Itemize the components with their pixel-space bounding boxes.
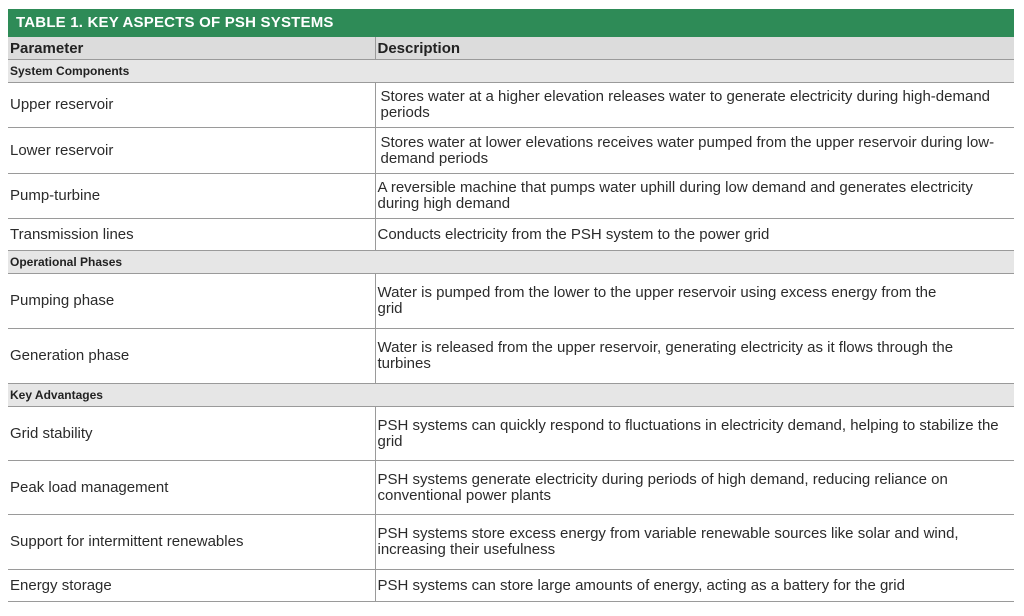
header-description: Description — [375, 37, 1014, 60]
table-row — [8, 329, 1014, 384]
description-cell: Stores water at a higher elevation releases water to generate electricity during high-demand periods — [375, 83, 1014, 128]
parameter-cell: Pumping phase — [8, 274, 375, 329]
table-row — [8, 570, 1014, 602]
header-row — [8, 37, 1014, 60]
section-row-system-components — [8, 60, 1014, 83]
psh-table — [8, 9, 1014, 602]
table-row — [8, 274, 1014, 329]
parameter-cell: Pump-turbine — [8, 174, 375, 219]
table-row — [8, 174, 1014, 219]
parameter-cell: Support for intermittent renewables — [8, 515, 375, 570]
header-parameter: Parameter — [8, 37, 375, 60]
parameter-cell: Peak load management — [8, 461, 375, 515]
table-row — [8, 515, 1014, 570]
description-cell: PSH systems store excess energy from variable renewable sources like solar and wind, increasing their usefulness — [375, 515, 1014, 570]
parameter-cell: Energy storage — [8, 570, 375, 602]
description-cell: PSH systems generate electricity during periods of high demand, reducing reliance on conventional power plants — [375, 461, 1014, 515]
table-row — [8, 128, 1014, 174]
table-row — [8, 83, 1014, 128]
description-cell: Stores water at lower elevations receives water pumped from the upper reservoir during low-demand periods — [375, 128, 1014, 174]
table-row — [8, 219, 1014, 251]
aspects-table — [8, 37, 1014, 602]
description-cell: A reversible machine that pumps water uphill during low demand and generates electricity during high demand — [375, 174, 1014, 219]
table-row — [8, 407, 1014, 461]
description-cell: Conducts electricity from the PSH system to the power grid — [375, 219, 1014, 251]
description-cell: Water is pumped from the lower to the upper reservoir using excess energy from the grid — [375, 274, 1014, 329]
description-cell: PSH systems can store large amounts of energy, acting as a battery for the grid — [375, 570, 1014, 602]
table-row — [8, 461, 1014, 515]
table-title: TABLE 1. KEY ASPECTS OF PSH SYSTEMS — [8, 9, 1014, 37]
description-cell: PSH systems can quickly respond to fluctuations in electricity demand, helping to stabilize the grid — [375, 407, 1014, 461]
parameter-cell: Upper reservoir — [8, 83, 375, 128]
description-cell: Water is released from the upper reservoir, generating electricity as it flows through the turbines — [375, 329, 1014, 384]
section-row-operational-phases — [8, 251, 1014, 274]
section-label: Operational Phases — [8, 251, 1014, 274]
section-label: Key Advantages — [8, 384, 1014, 407]
parameter-cell: Transmission lines — [8, 219, 375, 251]
parameter-cell: Lower reservoir — [8, 128, 375, 174]
parameter-cell: Generation phase — [8, 329, 375, 384]
section-row-key-advantages — [8, 384, 1014, 407]
parameter-cell: Grid stability — [8, 407, 375, 461]
section-label: System Components — [8, 60, 1014, 83]
